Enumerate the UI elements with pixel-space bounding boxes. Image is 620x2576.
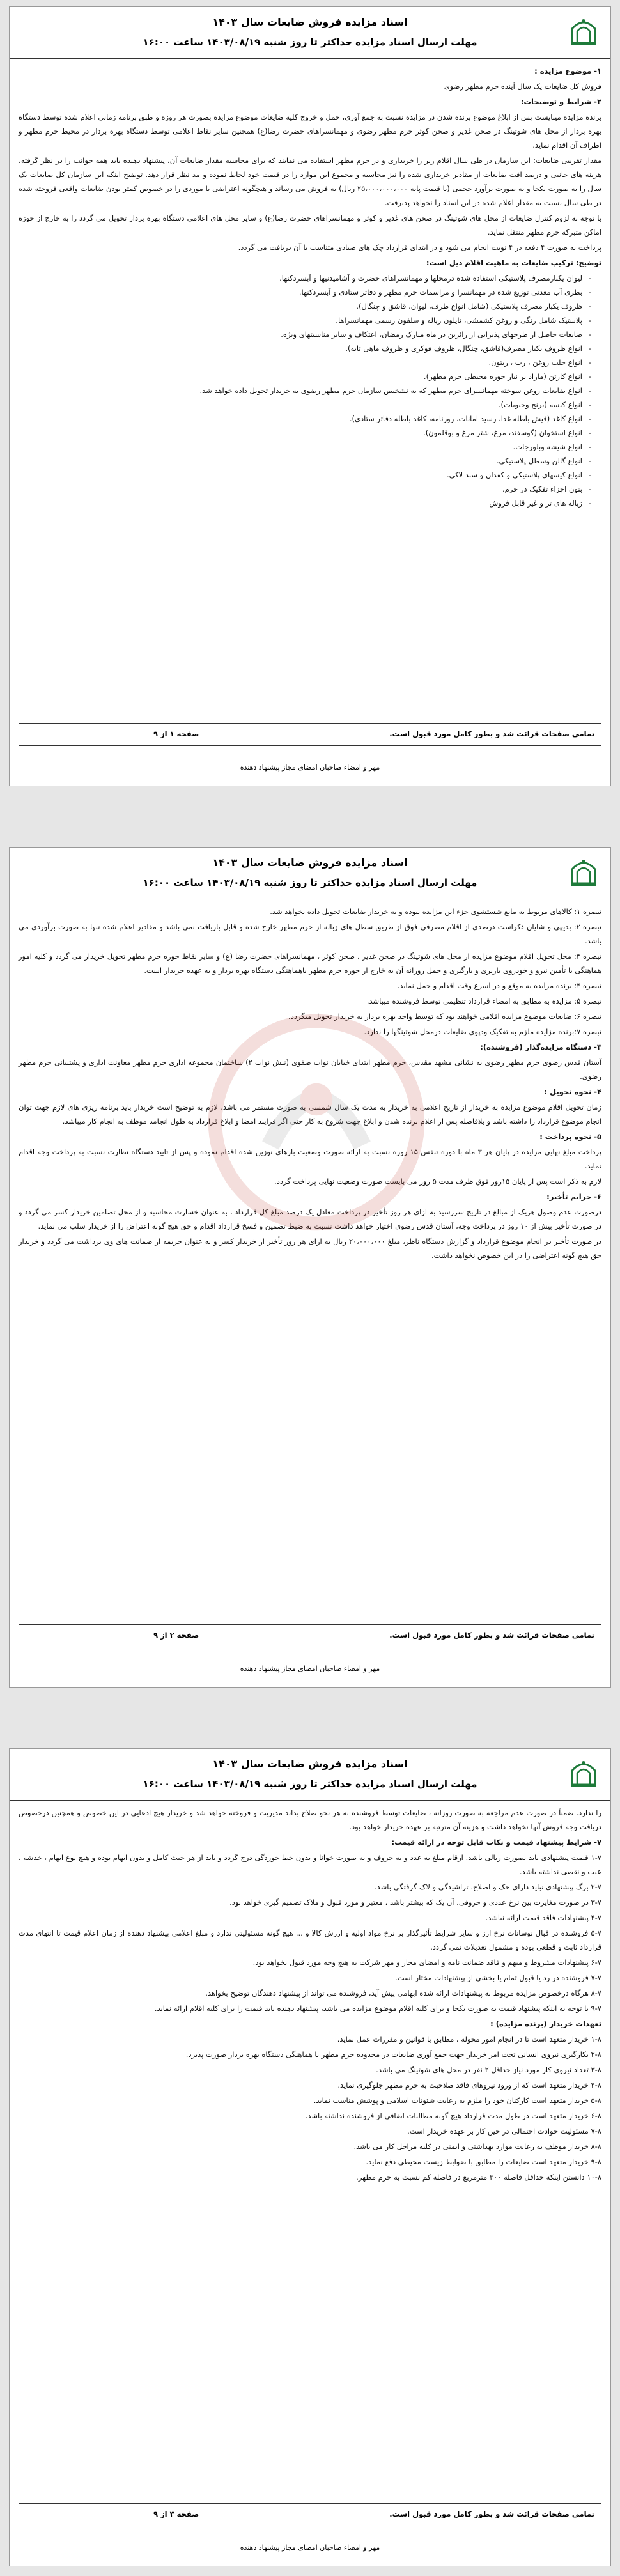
note: تبصره ۱: کالاهای مربوط به مایع شستشوی جزء این مزایده نبوده و به خریدار ضایعات تحویل داده نخواهد شد. [270,907,601,916]
note: تبصره ۳: محل تحویل اقلام موضوع مزایده از محل های شوتینگ در صحن غدیر ، صحن کوثر ، مهمانسراهای حضرت رضا (ع) و سایر نقاط حوزه حرم مطهر تحویل خریدار می گردد و کلیه امور هماهنگی با تأمین نیرو و خودروی باربری و بارگیری و حمل روزانه آن به خارج از حوزه حرم مطهر باهماهنگی دستگاه بهره بردار و به عهده خریدار است. [19,952,602,975]
paragraph: برنده مزایده میبایست پس از ابلاغ موضوع برنده شدن در مزایده نسبت به جمع آوری، حمل و خروج کلیه ضایعات موضوع مزایده بصورت هر روزه و طبق برنامه زمانی اعلام شده توسط دستگاه بهره بردار از محل های شوتینگ در صحن غدیر و صحن کوثر حرم مطهر رضوی و مهمانسراهای حضرت رضا(ع) همچنین سایر نقاط اعلامی توسط دستگاه بهره بردار در محیط حرم مطهر و اطراف آن اقدام نماید. [19,113,601,150]
page-number: صفحه ۱ از ۹ [153,729,199,738]
section-5-heading: ۵- نحوه پرداخت : [539,1132,601,1141]
clause: ۸-۸ خریدار موظف به رعایت موارد بهداشتی و ایمنی در کلیه مراحل کار می باشد. [353,2142,601,2151]
page-2-content [10,899,610,1614]
section-8-heading: تعهدات خریدار (برنده مزایده) : [490,2019,601,2028]
signature-line: مهر و امضاء صاحبان امضای مجاز پیشنهاد دهنده [240,763,380,772]
section-2-heading: ۲- شرایط و توضیحات: [520,97,601,106]
section-7-heading: ۷- شرایط پیشنهاد قیمت و نکات قابل توجه در ارائه قیمت: [391,1838,601,1847]
list-item: - بطری آب معدنی توزیع شده در مهمانسرا و مراسمات حرم مطهر و دفاتر ستادی و آبسردکنها. [19,285,591,299]
note: تبصره ۶: ضایعات موضوع مزایده اقلامی خواهند بود که توسط واحد بهره بردار به خریدار تحویل میگردد. [288,1012,601,1021]
astan-quds-logo-icon [566,1755,601,1791]
list-item: - لیوان یکبارمصرف پلاستیکی استفاده شده درمحلها و مهمانسراهای حضرت و آشامیدنیها و آبسردکنها. [19,271,591,285]
clause: ۴-۸ خریدار متعهد است که از ورود نیروهای فاقد صلاحیت به حرم مطهر جلوگیری نماید. [337,2081,601,2090]
page-1-content [10,59,610,713]
page-header [10,848,610,899]
section-4-heading: ۴- نحوه تحویل : [544,1087,601,1096]
astan-quds-logo-icon [566,13,601,49]
document-title: اسناد مزایده فروش ضایعات سال ۱۴۰۳ [212,1758,408,1770]
list-item: - انواع ظروف یکبار مصرف(قاشق، چنگال، ظروف فوکری و ظروف ماهی تابه). [19,341,591,355]
page-3-content [10,1801,610,2493]
clause: ۵-۸ خریدار متعهد است کارکنان خود را ملزم به رعایت شئونات اسلامی و پوشش مناسب نماید. [313,2096,601,2105]
clause: ۹-۷ با توجه به اینکه پیشنهاد قیمت به صورت یکجا و برای کلیه اقلام موضوع مزایده می باشد، پیشنهاد دهنده باید قیمت را برای کلیه اقلام ارائه نماید. [154,2004,601,2013]
list-item: - پلاستیک شامل زنگی و روغن کشمشی، نایلون زباله و سلفون رسمی مهمانسراها. [19,313,591,327]
section-1-text: فروش کل ضایعات یک سال آینده حرم مطهر رضوی [444,82,601,91]
list-item: - انواع ضایعات روغن سوخته مهمانسرای حرم مطهر که به تشخیص سازمان حرم مطهر رضوی به خریدار تحویل داده خواهد شد. [19,384,591,398]
page-number: صفحه ۳ از ۹ [153,2510,199,2518]
confirm-text: تمامی صفحات قرائت شد و بطور کامل مورد قبول است. [389,2510,594,2518]
section-4-text: زمان تحویل اقلام موضوع مزایده به خریدار از تاریخ اعلامی به خریدار به مدت یک سال شمسی به صورت مستمر می باشد. لازم به توضیح است خریدار باید برنامه ریزی های لازم جهت توان انجام موضوع قرارداد را داشته باشد و بلافاصله پس از اعلام برنده شدن و ابلاغ جهت شروع به کار حتی اگر فرایند امضا و ابلاغ قرارداد به طول انجامد موظف به انجام کار میباشد. [19,1103,601,1126]
page-number: صفحه ۲ از ۹ [153,1631,199,1640]
page-footer-bar [19,723,601,746]
list-item: - انواع گالن وسطل پلاستیکی. [19,454,591,468]
list-title: توضیح: ترکیب ضایعات به ماهیت اقلام ذیل است: [426,258,601,267]
signature-line: مهر و امضاء صاحبان امضای مجاز پیشنهاد دهنده [240,1664,380,1673]
clause: ۸-۷ هرگاه درخصوص مزایده مربوط به پیشنهادات ارائه شده ابهامی پیش آید، فروشنده می تواند از پیشنهاد دهندگان توضیح بخواهد. [205,1989,601,1998]
clause: ۳-۷ در صورت مغایرت بین نرخ عددی و حروفی، آن یک که بیشتر باشد ، معتبر و مورد قبول و ملاک تصمیم گیری خواهد بود. [229,1898,601,1907]
note: تبصره ۴: برنده مزایده به موقع و در اسرع وقت اقدام و حمل نماید. [397,981,601,990]
astan-quds-logo-icon [566,854,601,890]
page-3 [9,1748,611,2566]
page-header [10,1749,610,1801]
note: تبصره ۵: مزایده به مطابق به امضاء قرارداد تنظیمی توسط فروشنده میباشد. [366,997,601,1005]
list-item: - ظروف یکبار مصرف پلاستیکی (شامل انواع ظرف، لیوان، قاشق و چنگال). [19,299,591,313]
clause: ۵-۷ فروشنده در قبال نوسانات نرخ ارز و سایر شرایط تأثیرگذار بر نرخ مواد اولیه و ارزش کالا و ... هیچ گونه مسئولیتی ندارد و مبلغ اعلامی پیشنهاد دهنده از زمان اعلام قیمت تا انتهای مدت قرارداد ثابت و قطعی بوده و مشمول تعدیلات نمی گردد. [19,1928,601,1951]
clause: ۱-۷ قیمت پیشنهادی باید بصورت ریالی باشد. ارقام مبلغ به عدد و به حروف و به صورت خوانا و بدون خط خوردگی درج گردد و باید از هر حیث کامل و بدون ابهام بوده و هیچ نوع ابهام ، خدشه ، عیب و نقصی نداشته باشد. [19,1853,601,1876]
section-5-text: پرداخت مبلغ نهایی مزایده در پایان هر ۳ ماه با دوره تنفس ۱۵ روزه نسبت به ارائه صورت وضعیت بازهای نوزین شده اقدام نموده و پس از تایید دستگاه نظارت نسبت به پرداخت وجه اقدام نماید. [19,1147,601,1170]
confirm-text: تمامی صفحات قرائت شد و بطور کامل مورد قبول است. [389,729,594,738]
deadline-line: مهلت ارسال اسناد مزایده حداکثر تا روز شنبه ۱۴۰۳/۰۸/۱۹ ساعت ۱۶:۰۰ [143,1778,477,1790]
note: تبصره ۷:برنده مزایده ملزم به تفکیک ودپوی ضایعات درمحل شوتینگها را ندارد. [364,1027,601,1036]
clause: ۴-۷ پیشنهادات فاقد قیمت ارائه نباشد. [485,1913,601,1922]
paragraph: مقدار تقریبی ضایعات: این سازمان در طی سال اقلام زیر را خریداری و در حرم مطهر استفاده می نمایند که برای محاسبه مقدار ضایعات آن، پیشنهاد دهنده باید همه جوانب را در نظر گرفته، هزینه های جانبی و درصد افت ضایعات از مقادیر خریداری شده را نیز محاسبه و مجموع این موارد را در قیمت خود لحاظ نموده و مد نظر قرار دهد. توضیح اینکه این سازمان کل ضایعات یک سال را به صورت یکجا و به صورت برآورد حجمی (با قیمت پایه ۲۵،۰۰۰،۰۰۰،۰۰۰ ریال) به فروش می رساند و هیچگونه اعتراضی با موردی را در خصوص کمتر بودن ضایعات واقعی فروخته شده در طی سال نسبت به مقدار اعلام شده در این اسناد را نخواهد پذیرفت. [19,156,601,207]
confirm-text: تمامی صفحات قرائت شد و بطور کامل مورد قبول است. [389,1631,594,1640]
clause: ۶-۷ پیشنهادات مشروط و مبهم و فاقد ضمانت نامه و امضای مجاز و مهر شرکت به هیچ وجه مورد قبول نخواهد بود. [252,1958,601,1967]
list-item: - بتون اجزاء تفکیک در حرم. [19,482,591,496]
note: تبصره ۲: بدیهی و شایان ذکراست درصدی از اقلام مصرفی فوق از طریق سطل های زباله از حرم مطهر خارج شده و قابل بازیافت نمی باشد و مقادیر اعلام شده تنها به صورت برآوردی می باشد. [19,922,601,945]
page-footer-bar [19,2503,601,2526]
page-footer-bar [19,1624,601,1647]
clause: ۱۰-۸ دانستن اینکه حداقل فاصله ۳۰۰ مترمربع در فاصله کم نسبت به حرم مطهر. [356,2173,601,2182]
list-item: - انواع کاغذ (فیش باطله غذا، رسید امانات، روزنامه، کاغذ باطله دفاتر ستادی). [19,412,591,426]
section-6-text: در صورت تأخیر در انجام موضوع قرارداد و گزارش دستگاه ناظر، مبلغ ۲۰،۰۰۰،۰۰۰ ریال به ازای هر روز تأخیر از خریدار کسر و به عنوان جریمه از ضمانت های وی برداشت می گردد و خریدار حق هیچ گونه اعتراضی را در این خصوص نخواهد داشت. [19,1237,601,1260]
list-item: - انواع کیسه (برنج وحبوبات). [19,398,591,412]
list-item: - ضایعات حاصل از طرحهای پذیرایی از زائرین در ماه مبارک رمضان، اعتکاف و سایر مناسبتهای ویژه. [19,327,591,341]
deadline-line: مهلت ارسال اسناد مزایده حداکثر تا روز شنبه ۱۴۰۳/۰۸/۱۹ ساعت ۱۶:۰۰ [143,36,477,48]
page-header [10,7,610,59]
waste-items-list [19,271,601,510]
paragraph: پرداخت به صورت ۴ دفعه در ۴ نوبت انجام می شود و در ابتدای قرارداد چک های صیادی متناسب با آن دریافت می گردد. [238,243,601,252]
list-item: - انواع شیشه وبلورجات. [19,440,591,454]
list-item: - انواع کارتن (مازاد بر نیاز حوزه محیطی حرم مطهر). [19,369,591,384]
clause: ۷-۷ فروشنده در رد یا قبول تمام یا بخشی از پیشنهادات مختار است. [395,1973,601,1982]
list-item: - زباله های تر و غیر قابل فروش [19,496,591,510]
section-3-text: آستان قدس رضوی حرم مطهر رضوی به نشانی مشهد مقدس، حرم مطهر ابتدای خیابان نواب صفوی (نبش نواب ۲) ساختمان مجموعه اداری حرم مطهر معاونت اداری و پشتیبانی حرم مطهر رضوی. [19,1058,601,1081]
deadline-line: مهلت ارسال اسناد مزایده حداکثر تا روز شنبه ۱۴۰۳/۰۸/۱۹ ساعت ۱۶:۰۰ [143,877,477,888]
clause: ۱-۸ خریدار متعهد است تا در انجام امور محوله ، مطابق با قوانین و مقررات عمل نماید. [337,2035,601,2044]
section-3-heading: ۳- دستگاه مزایده‌گذار (فروشنده): [480,1043,601,1051]
list-item: - انواع کیسهای پلاستیکی و کفدان و سبد لاکی. [19,468,591,482]
list-item: - انواع استخوان (گوسفند، مرغ، شتر مرغ و بوقلمون). [19,426,591,440]
section-5-note: لازم به ذکر است پس از پایان ۱۵روز فوق ظرف مدت ۵ روز می بایست صورت وضعیت نهایی پرداخت گردد. [274,1177,601,1186]
document-title: اسناد مزایده فروش ضایعات سال ۱۴۰۳ [212,16,408,28]
list-item: - انواع حلب روغن ، رب ، زیتون. [19,355,591,369]
clause: ۲-۸ بکارگیری نیروی انسانی تحت امر خریدار جهت جمع آوری ضایعات در محدوده حرم مطهر با هماهنگی دستگاه بهره بردار صورت پذیرد. [185,2050,601,2059]
clause: ۹-۸ خریدار متعهد است ضایعات را مطابق با ضوابط زیست محیطی دفع نماید. [366,2157,601,2166]
page-2 [9,847,611,1688]
section-1-heading: ۱- موضوع مزایده : [534,66,601,75]
clause: ۲-۷ برگ پیشنهادی نباید دارای حک و اصلاح، تراشیدگی و لاک گرفتگی باشد. [374,1882,601,1891]
paragraph: را ندارد. ضمناً در صورت عدم مراجعه به صورت روزانه ، ضایعات توسط فروشنده به هر نحو صلاح بداند مدیریت و فروخته خواهد شد و خریدار هیچ ادعایی در این خصوص و همچنین درخصوص دریافت وجه فروش آنها نخواهد داشت و هزینه آن مترتبه بر عهده خریدار خواهد بود. [19,1808,601,1831]
clause: ۷-۸ مسئولیت حوادث احتمالی در حین کار بر عهده خریدار است. [407,2127,601,2136]
paragraph: با توجه به لزوم کنترل ضایعات از محل های شوتینگ در صحن های غدیر و کوثر و مهمانسراهای حضرت رضا(ع) و سایر محل های اعلامی دستگاه بهره بردار تحویل می گردد را به خارج از حوزه اماکن متبرکه حرم مطهر منتقل نماید. [19,213,601,237]
section-6-heading: ۶- جرایم تأخیر: [546,1192,601,1201]
page-1 [9,6,611,786]
clause: ۳-۸ تعداد نیروی کار مورد نیاز حداقل ۲ نفر در محل های شوتینگ می باشد. [376,2065,601,2074]
section-6-text: درصورت عدم وصول هریک از مبالغ در تاریخ سررسید به ازای هر روز تأخیر در پرداخت معادل یک درصد مبلغ کل قرارداد ، به عنوان خسارت محاسبه و از محل تضامین خریدار کسر می گردد و در صورت تأخیر بیش از ۱۰ روز در پرداخت وجه، آستان قدس رضوی اختیار خواهد داشت نسبت به ضبط تضمین و فسخ قرارداد اقدام و حق هیچ گونه اعتراض را از خریدار سلب می نماید. [19,1207,601,1230]
clause: ۶-۸ خریدار متعهد است در طول مدت قرارداد هیچ گونه مطالبات اضافی از فروشنده نداشته باشد. [305,2111,601,2120]
signature-line: مهر و امضاء صاحبان امضای مجاز پیشنهاد دهنده [240,2543,380,2552]
document-title: اسناد مزایده فروش ضایعات سال ۱۴۰۳ [212,857,408,869]
